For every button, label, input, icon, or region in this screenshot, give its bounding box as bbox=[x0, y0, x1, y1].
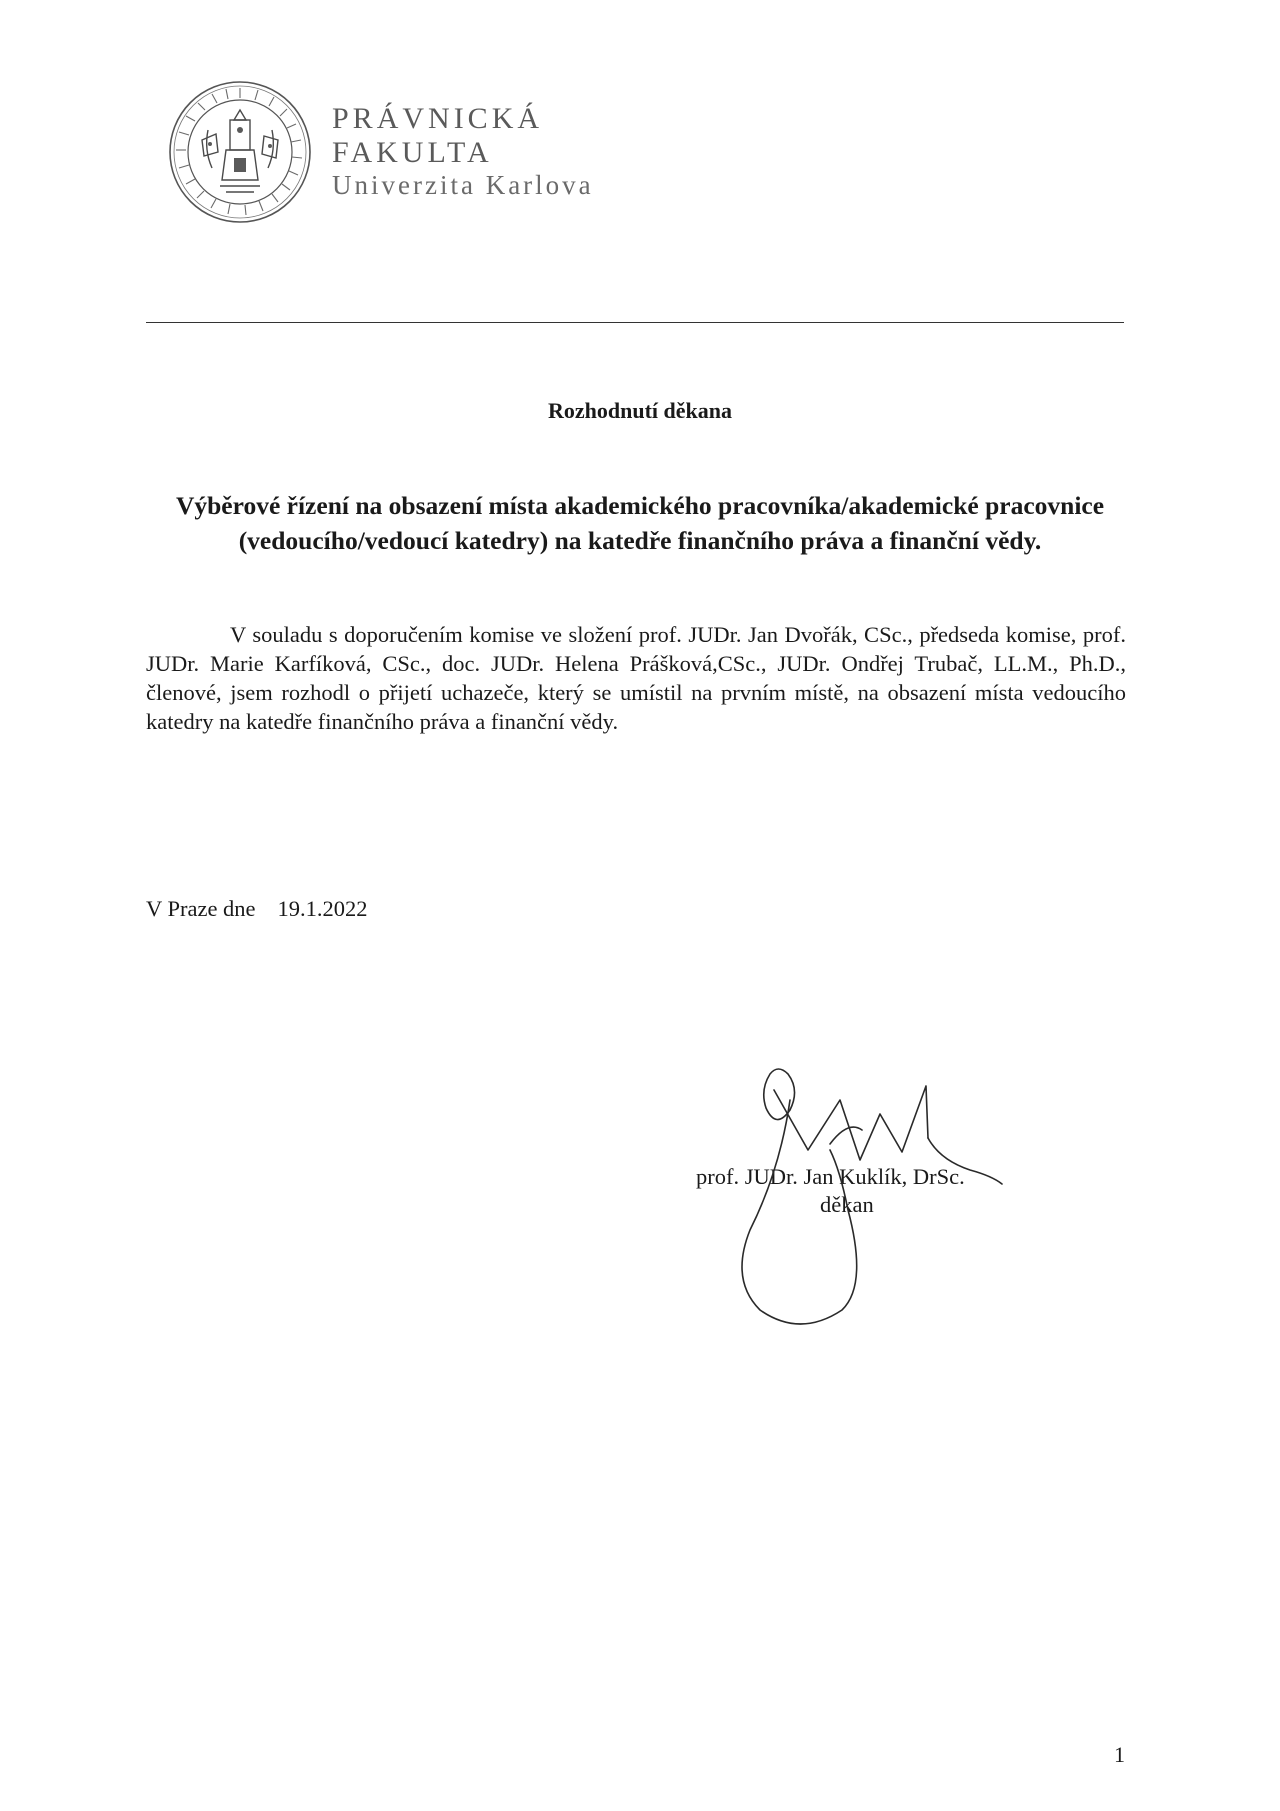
logo-line-faculty: FAKULTA bbox=[332, 136, 493, 169]
signer-role: děkan bbox=[820, 1192, 874, 1217]
handwritten-signature-icon bbox=[730, 1060, 1030, 1340]
document-title: Rozhodnutí děkana bbox=[547, 398, 732, 423]
document-body bbox=[146, 620, 1126, 736]
document-subject: Výběrové řízení na obsazení místa akademického pracovníka/akademické pracovnice (vedoucího/vedoucí katedry) na katedře finančního práva a finanční vědy. bbox=[175, 491, 1105, 555]
place-label: V Praze dne bbox=[146, 896, 256, 921]
logo-line-university: Univerzita Karlova bbox=[332, 170, 594, 200]
document-date: 19.1.2022 bbox=[277, 896, 368, 921]
body-paragraph: V souladu s doporučením komise ve složení prof. JUDr. Jan Dvořák, CSc., předseda komise, prof. JUDr. Marie Karfíková, CSc., doc. JUDr. Helena Prášková,CSc., JUDr. Ondřej Trubač, LL.M., Ph.D., členové, jsem rozhodl o přijetí uchazeče, který se umístil na prvním místě, na obsazení místa vedoucího katedry na katedře finančního práva a finanční vědy. bbox=[146, 622, 1126, 734]
header-divider bbox=[146, 322, 1124, 323]
page-number: 1 bbox=[1114, 1742, 1125, 1767]
faculty-logo-text bbox=[332, 104, 594, 199]
signer-name: prof. JUDr. Jan Kuklík, DrSc. bbox=[696, 1164, 965, 1189]
place-and-date bbox=[146, 896, 368, 922]
logo-line-faculty-type: PRÁVNICKÁ bbox=[332, 102, 544, 135]
university-seal-icon bbox=[168, 80, 312, 224]
